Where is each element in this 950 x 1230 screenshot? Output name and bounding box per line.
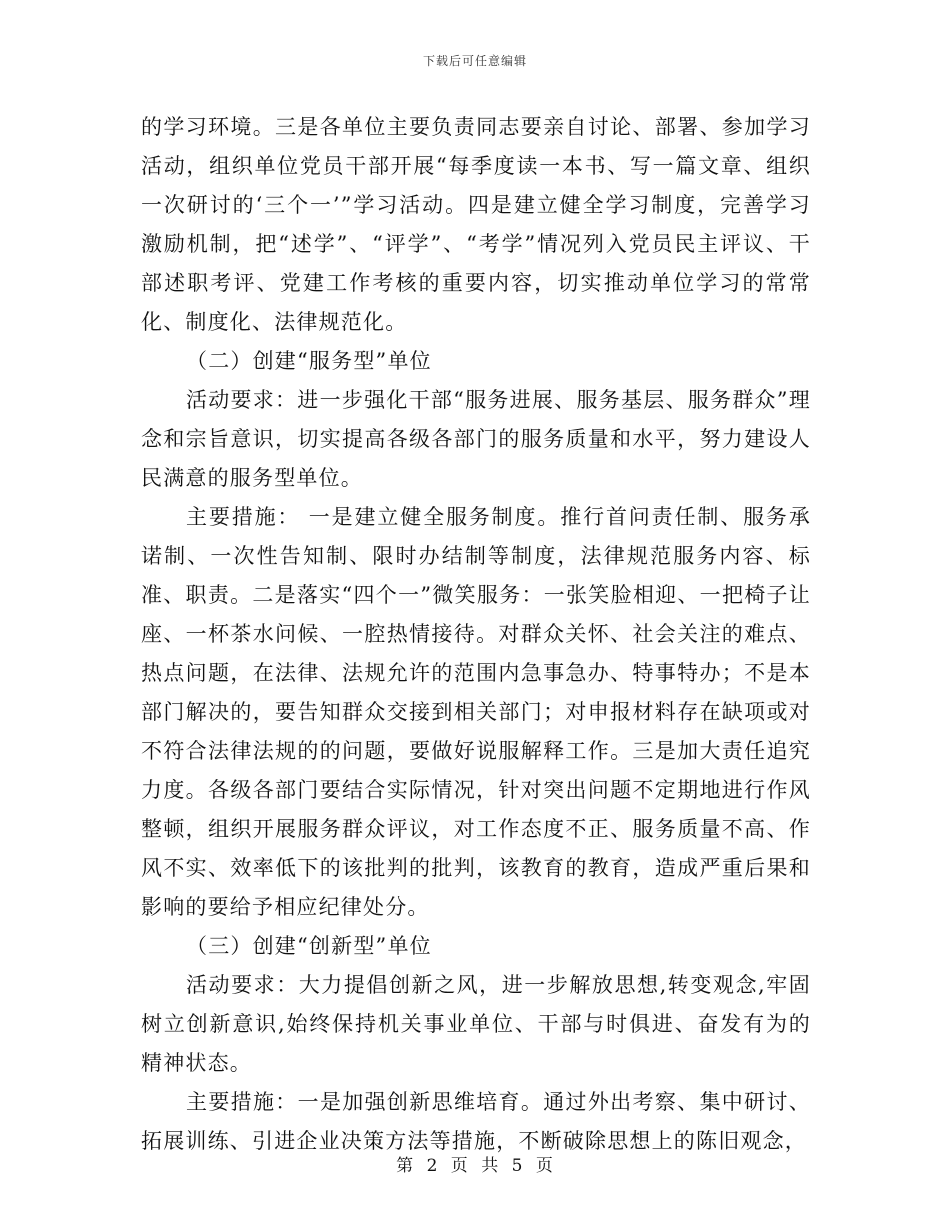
- paragraph-service-requirements: 活动要求：进一步强化干部“服务进展、服务基层、服务群众”理念和宗旨意识，切实提高各级各部门的服务质量和水平，努力建设人民满意的服务型单位。: [141, 388, 811, 490]
- paragraph-innovation-requirements: 活动要求：大力提倡创新之风，进一步解放思想,转变观念,牢固树立创新意识,始终保持机关事业单位、干部与时俱进、奋发有为的精神状态。: [141, 973, 811, 1075]
- paragraph-service-measures: 主要措施： 一是建立健全服务制度。推行首问责任制、服务承诺制、一次性告知制、限时办结制等制度，法律规范服务内容、标准、职责。二是落实“四个一”微笑服务：一张笑脸相迎、一把椅子让座、一杯茶水问候、一腔热情接待。对群众关怀、社会关注的难点、热点问题，在法律、法规允许的范围内急事急办、特事特办；不是本部门解决的，要告知群众交接到相关部门；对申报材料存在缺项或对不符合法律法规的的问题，要做好说服解释工作。三是加大责任追究力度。各级各部门要结合实际情况，针对突出问题不定期地进行作风整顿，组织开展服务群众评议，对工作态度不正、服务质量不高、作风不实、效率低下的该批判的批判，该教育的教育，造成严重后果和影响的要给予相应纪律处分。: [141, 505, 811, 919]
- paragraph-innovation-measures: 主要措施：一是加强创新思维培育。通过外出考察、集中研讨、拓展训练、引进企业决策方法等措施，不断破除思想上的陈旧观念，: [141, 1090, 811, 1153]
- page-number: 第 2 页 共 5 页: [396, 1156, 554, 1176]
- section-heading-innovation: （三）创建“创新型”单位: [186, 934, 432, 958]
- paragraph-study-environment: 的学习环境。三是各单位主要负责同志要亲自讨论、部署、参加学习活动，组织单位党员干部开展“每季度读一本书、写一篇文章、组织一次研讨的‘三个一’”学习活动。四是建立健全学习制度，完善学习激励机制，把“述学”、“评学”、“考学”情况列入党员民主评议、干部述职考评、党建工作考核的重要内容，切实推动单位学习的常常化、制度化、法律规范化。: [141, 115, 811, 334]
- page-header: 下载后可任意编辑: [422, 54, 527, 68]
- document-body: [141, 108, 811, 1161]
- section-heading-service: （二）创建“服务型”单位: [186, 349, 432, 373]
